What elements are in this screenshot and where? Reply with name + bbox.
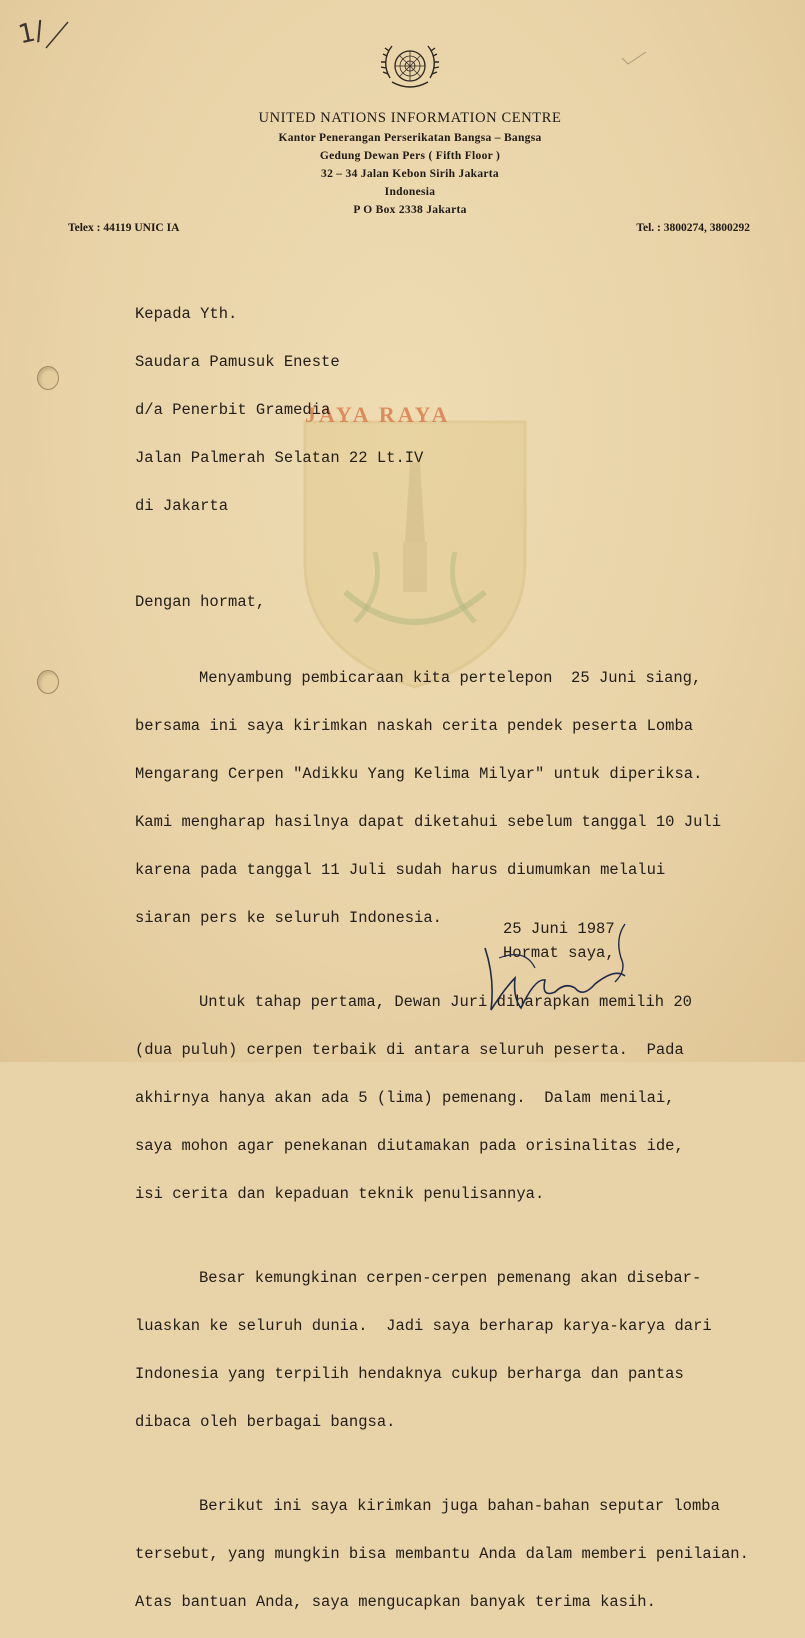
paragraph-line: Atas bantuan Anda, saya mengucapkan banyak terima kasih. [135,1593,656,1611]
letterhead-line: Kantor Penerangan Perserikatan Bangsa – Bangsa [278,132,542,144]
paragraph-line: Kami mengharap hasilnya dapat diketahui sebelum tanggal 10 Juli [135,813,721,831]
paragraph-line: dibaca oleh berbagai bangsa. [135,1413,396,1431]
recipient-line: Jalan Palmerah Selatan 22 Lt.IV [135,449,424,467]
paragraph-line: Mengarang Cerpen "Adikku Yang Kelima Milyar" untuk diperiksa. [135,765,703,783]
paragraph-line: isi cerita dan kepaduan teknik penulisannya. [135,1185,545,1203]
paragraph-line: siaran pers ke seluruh Indonesia. [135,909,442,927]
letterhead [200,110,620,219]
watermark-text: JAYA RAYA [305,402,451,427]
recipient-line: d/a Penerbit Gramedia [135,401,331,419]
paragraph-line: akhirnya hanya akan ada 5 (lima) pemenang. Dalam menilai, [135,1089,675,1107]
pencil-tick-icon [620,48,650,68]
organization-name: UNITED NATIONS INFORMATION CENTRE [258,110,562,126]
telex-number: Telex : 44119 UNIC IA [68,222,180,234]
corner-mark-text: 1/ [16,15,47,51]
paragraph-line: Indonesia yang terpilih hendaknya cukup berharga dan pantas [135,1365,684,1383]
telephone-number: Tel. : 3800274, 3800292 [636,222,750,234]
letterhead-line: Indonesia [384,186,436,198]
paragraph-line: saya mohon agar penekanan diutamakan pada orisinalitas ide, [135,1137,684,1155]
un-emblem-icon [378,40,442,96]
letter-body [135,278,785,1638]
paragraph-line: karena pada tanggal 11 Juli sudah harus diumumkan melalui [135,861,666,879]
recipient-line: Kepada Yth. [135,305,238,323]
paragraph-line: tersebut, yang mungkin bisa membantu Anda dalam memberi penilaian. [135,1545,749,1563]
punch-hole-top [37,366,59,390]
letterhead-line: P O Box 2338 Jakarta [353,204,467,216]
closing-regards: Hormat saya, [503,944,615,962]
letterhead-line: Gedung Dewan Pers ( Fifth Floor ) [319,150,501,162]
paragraph-line: luaskan ke seluruh dunia. Jadi saya berharap karya-karya dari [135,1317,712,1335]
recipient-line: Saudara Pamusuk Eneste [135,353,340,371]
handwritten-signature [465,918,645,1028]
paragraph-line: Menyambung pembicaraan kita pertelepon 25 Juni siang, [199,669,702,687]
paragraph-line: (dua puluh) cerpen terbaik di antara seluruh peserta. Pada [135,1041,684,1059]
paragraph-line: Besar kemungkinan cerpen-cerpen pemenang akan disebar- [199,1269,702,1287]
salutation: Dengan hormat, [135,593,266,611]
recipient-line: di Jakarta [135,497,229,515]
handwritten-corner-mark [16,10,76,52]
paragraph-line: bersama ini saya kirimkan naskah cerita pendek peserta Lomba [135,717,694,735]
letterhead-line: 32 – 34 Jalan Kebon Sirih Jakarta [321,168,499,180]
letter-date: 25 Juni 1987 [503,920,615,938]
paragraph-line: Berikut ini saya kirimkan juga bahan-bahan seputar lomba [199,1497,720,1515]
paragraph-line: Untuk tahap pertama, Dewan Juri diharapkan memilih 20 [199,993,692,1011]
punch-hole-bottom [37,670,59,694]
